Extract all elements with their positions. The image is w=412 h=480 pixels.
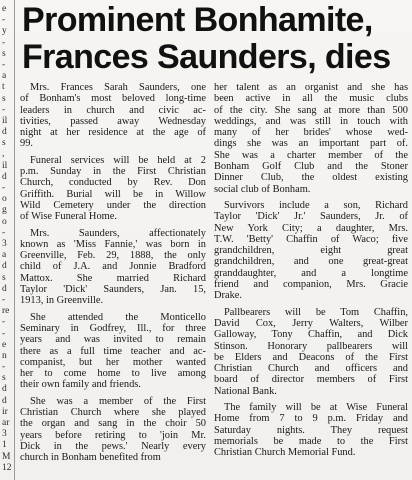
edge-text-fragment: s	[2, 138, 6, 148]
text-line: 99.	[20, 138, 33, 150]
text-line: New York City; a daughter, Mrs.	[214, 222, 408, 234]
text-line: weddings, and was still in touch with	[214, 115, 408, 127]
edge-text-fragment: o	[2, 194, 7, 204]
text-line: Galloway, Tony Chaffin, and Dick	[214, 329, 408, 341]
text-line: grandchildren, eight great	[214, 245, 408, 257]
edge-text-fragment: d	[2, 261, 7, 271]
text-line: known as 'Miss Fannie,' was born in	[20, 238, 206, 250]
edge-text-fragment: s	[2, 373, 6, 383]
article-headline	[22, 2, 408, 76]
article-paragraph	[20, 396, 206, 464]
edge-text-fragment: y	[2, 26, 7, 36]
edge-text-fragment: d	[2, 384, 7, 394]
edge-text-fragment: d	[2, 127, 7, 137]
text-line: be Elders and Deacons of the First	[214, 351, 408, 363]
text-line: She was a charter member of the	[214, 149, 408, 161]
text-line: tivities, passed away Wednesday	[20, 115, 206, 127]
edge-text-fragment: s	[2, 49, 6, 59]
text-line: of Bonham's most beloved long-time	[20, 93, 206, 105]
text-line: board of director members of First	[214, 374, 408, 386]
article-paragraph	[20, 82, 206, 150]
text-line: the organ and sang in the choir 50	[20, 418, 206, 430]
text-line: Wild Cemetery under the direction	[20, 199, 206, 211]
text-line: Christian Church Memorial Fund.	[214, 447, 356, 459]
text-line: Mrs. Saunders, affectionately	[30, 227, 206, 239]
edge-text-fragment: 1	[2, 440, 7, 450]
text-line: memorials be made to the First	[214, 435, 408, 447]
text-line: Christian Church and officers and	[214, 363, 408, 375]
article-paragraph	[214, 82, 408, 195]
text-line: Griffith. Burial will be in Willow	[20, 188, 206, 200]
article-paragraph	[20, 155, 206, 223]
text-line: Christian Church where she played	[20, 407, 206, 419]
text-line: T.W. 'Betty' Chaffin of Waco; five	[214, 233, 408, 245]
text-line: Stinson. Honorary pallbearers will	[214, 340, 408, 352]
text-line: night at her residence at the age of	[20, 127, 206, 139]
headline-line-2: Frances Saunders, dies	[22, 38, 391, 76]
text-line: church in Bonham benefited from	[20, 452, 161, 464]
text-line: Drake.	[214, 290, 242, 302]
column-rule	[14, 0, 15, 480]
text-line: Bonham Golf Club and the Stoner	[214, 161, 408, 173]
text-line: Seminary in Godfrey, Ill., for three	[20, 322, 206, 334]
edge-text-fragment: ar	[2, 418, 10, 428]
text-line: She attended the Monticello	[30, 311, 206, 323]
edge-text-fragment: a	[2, 250, 7, 260]
edge-text-fragment: -	[2, 105, 6, 115]
edge-text-fragment: t	[2, 82, 5, 92]
text-line: 1913, in Greenville.	[20, 295, 104, 307]
edge-text-fragment: -	[2, 60, 6, 70]
edge-text-fragment: -	[2, 295, 6, 305]
edge-text-fragment: n	[2, 351, 7, 361]
text-line: their own family and friends.	[20, 379, 141, 391]
edge-text-fragment: -	[2, 362, 6, 372]
article-paragraph	[214, 307, 408, 397]
edge-text-fragment: 3	[2, 239, 7, 249]
text-line: companist, but her mother wanted	[20, 356, 206, 368]
text-line: grandchildren, and one great-great	[214, 256, 408, 268]
text-line: social club of Bonham.	[214, 183, 311, 195]
text-line: National Bank.	[214, 385, 277, 397]
text-line: Home from 7 to 9 p.m. Friday and	[214, 413, 408, 425]
text-line: many of her brides' whose wed-	[214, 127, 408, 139]
text-line: She was a member of the First	[30, 395, 206, 407]
text-line: friend and companion, Mrs. Gracie	[214, 279, 408, 291]
text-line: Survivors include a son, Richard	[224, 199, 408, 211]
text-line: been active in all the music clubs	[214, 93, 408, 105]
text-line: her to come home to live among	[20, 368, 206, 380]
edge-text-fragment: s	[2, 273, 6, 283]
edge-text-fragment: -	[2, 228, 6, 238]
headline-line-1: Prominent Bonhamite,	[22, 1, 373, 39]
text-line: David Cox, Jerry Walters, Wilber	[214, 317, 408, 329]
edge-text-fragment: ,	[2, 149, 5, 159]
edge-text-fragment: d	[2, 172, 7, 182]
text-line: Pallbearers will be Tom Chaffin,	[224, 306, 408, 318]
text-line: of the city. She sang at more than 500	[214, 104, 408, 116]
edge-text-fragment: g	[2, 205, 7, 215]
edge-text-fragment: -	[2, 317, 6, 327]
edge-text-fragment: 12	[2, 463, 12, 473]
text-line: Mattox. She married Richard	[20, 272, 206, 284]
text-line: years before retiring to 'join Mr.	[20, 429, 206, 441]
text-line: Dinner Club, the oldest existing	[214, 172, 408, 184]
edge-text-fragment: s	[2, 94, 6, 104]
edge-text-fragment: a	[2, 71, 7, 81]
article-paragraph	[214, 200, 408, 302]
text-line: Funeral services will be held at 2	[30, 154, 206, 166]
article-paragraph	[20, 228, 206, 307]
edge-text-fragment: d	[2, 284, 7, 294]
article-column-left	[20, 82, 206, 469]
edge-text-fragment: -	[2, 15, 6, 25]
edge-text-fragment: re	[2, 306, 10, 316]
article-column-right	[214, 82, 408, 464]
edge-text-fragment: -	[2, 329, 6, 339]
edge-text-fragment: M	[2, 452, 11, 462]
edge-text-fragment: 3	[2, 429, 7, 439]
text-line: The family will be at Wise Funeral	[224, 402, 408, 414]
edge-text-fragment: e	[2, 340, 7, 350]
text-line: Dick in the pews.' Nearly every	[20, 440, 206, 452]
edge-text-fragment: -	[2, 183, 6, 193]
text-line: Taylor 'Dick' Saunders, Jan. 15,	[20, 284, 206, 296]
edge-text-fragment: e	[2, 4, 7, 14]
article-paragraph	[20, 312, 206, 391]
text-line: child of J.A. and Jonnie Bradford	[20, 261, 206, 273]
edge-text-fragment: il	[2, 116, 8, 126]
adjacent-column-edge	[0, 0, 13, 480]
text-line: Saturday nights. They request	[214, 424, 408, 436]
text-line: leaders in church and civic ac-	[20, 104, 206, 116]
text-line: Church, conducted by Rev. Don	[20, 177, 206, 189]
edge-text-fragment: ir	[2, 407, 8, 417]
article-paragraph	[214, 402, 408, 458]
edge-text-fragment: il	[2, 161, 8, 171]
edge-text-fragment: d	[2, 396, 7, 406]
text-line: granddaughter, and a longtime	[214, 267, 408, 279]
text-line: there as a full time teacher and ac-	[20, 345, 206, 357]
edge-text-fragment: o	[2, 217, 7, 227]
text-line: dings she was an important part of.	[214, 138, 408, 150]
text-line: Taylor 'Dick' Jr.' Saunders, Jr. of	[214, 211, 408, 223]
text-line: of Wise Funeral Home.	[20, 211, 117, 223]
text-line: p.m. Sunday in the First Christian	[20, 166, 206, 178]
edge-text-fragment: -	[2, 38, 6, 48]
text-line: her talent as an organist and she has	[214, 82, 408, 93]
text-line: Greenville, Feb. 29, 1888, the only	[20, 250, 206, 262]
text-line: years and was invited to remain	[20, 334, 206, 346]
text-line: Mrs. Frances Sarah Saunders, one	[30, 82, 206, 93]
